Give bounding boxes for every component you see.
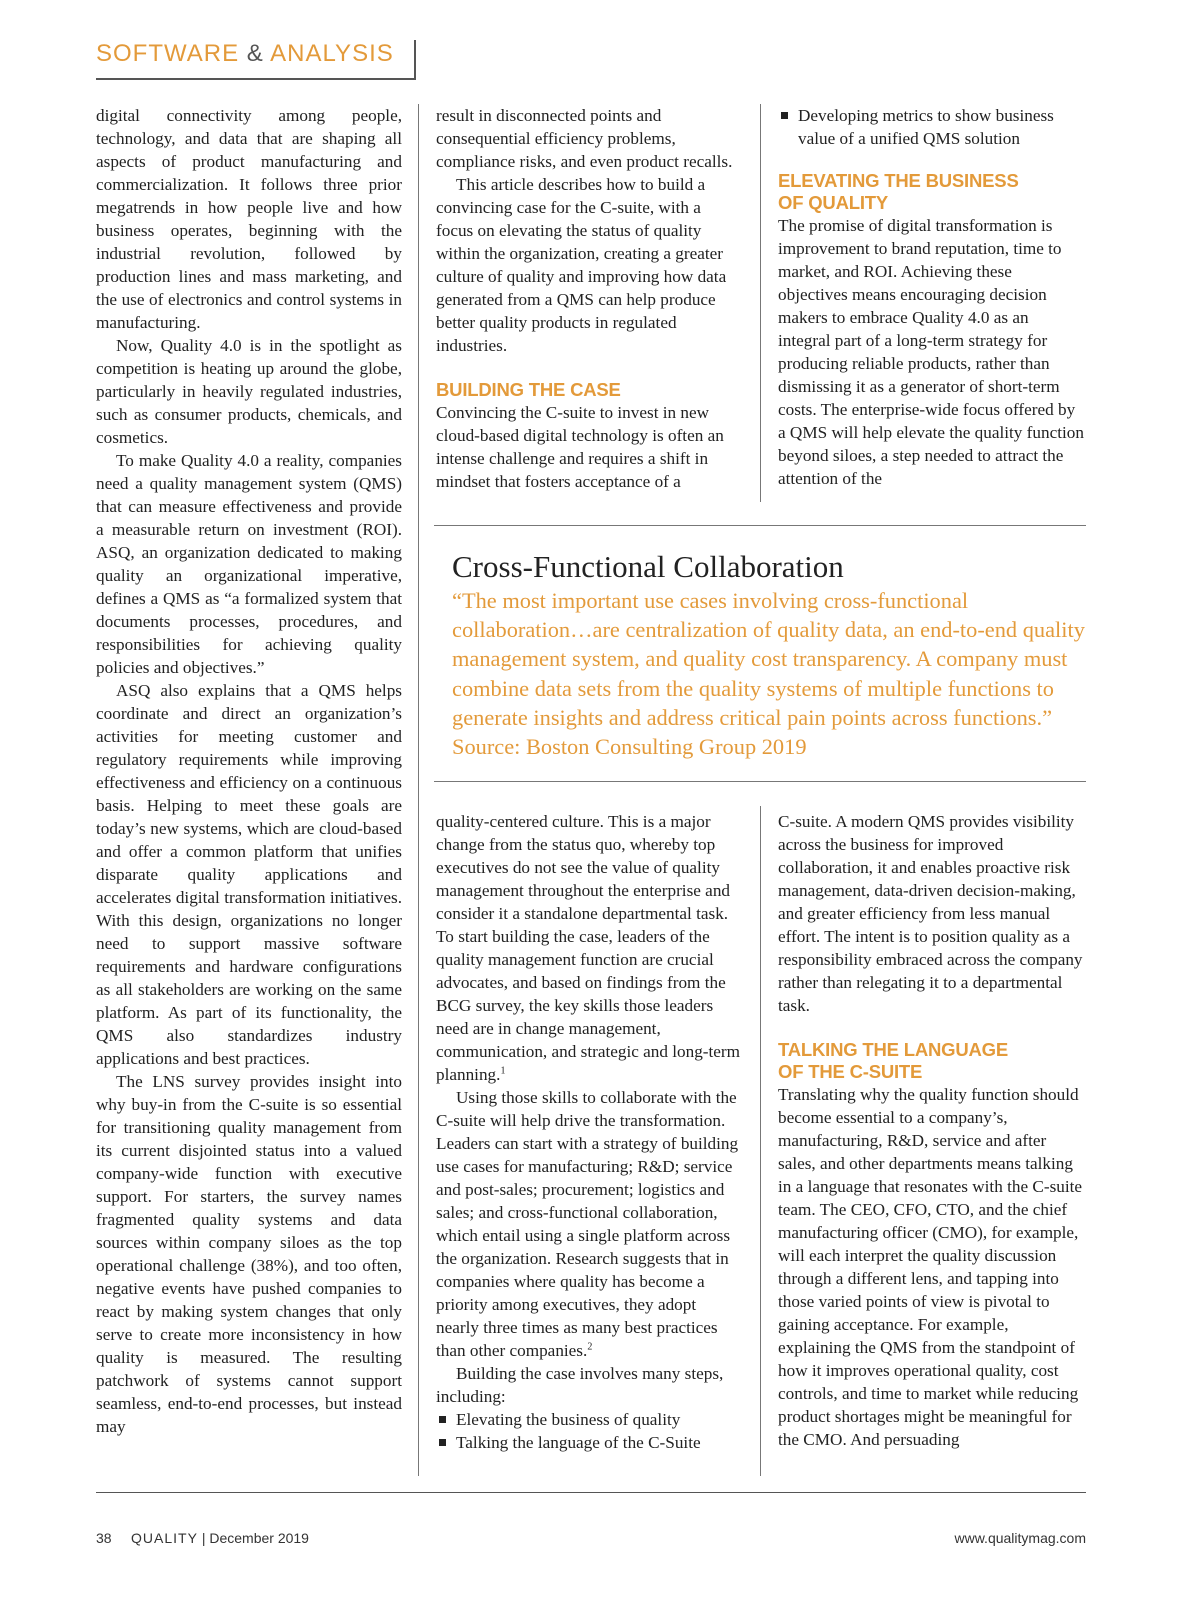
heading-elevating-line-1: ELEVATING THE BUSINESS xyxy=(778,170,1019,191)
steps-paragraph: Building the case involves many steps, including: xyxy=(436,1364,724,1406)
column-3-bottom xyxy=(778,810,1084,1451)
section-label-analysis: ANALYSIS xyxy=(270,40,394,67)
heading-building-the-case: BUILDING THE CASE xyxy=(436,379,621,400)
bullet-talking: Talking the language of the C-Suite xyxy=(436,1431,742,1454)
skills-paragraph xyxy=(436,1086,742,1362)
column-1-paragraph: The LNS survey provides insight into why buy-in from the C-suite is so essential for transitioning quality management from its current disjointed status into a valued company-wide function with executive support. For starters, the survey names fragmented quality systems and data sources within company siloes as the top operational challenge (38%), and too often, negative events have pushed companies to react by making system changes that only serve to create more inconsistency in how quality is measured. The resulting patchwork of systems cannot support seamless, end-to-end processes, but instead may xyxy=(96,1072,402,1436)
column-divider-2-top xyxy=(760,104,761,502)
heading-elevating-line-2: OF QUALITY xyxy=(778,192,889,213)
magazine-name: QUALITY xyxy=(131,1530,198,1546)
culture-paragraph-text: quality-centered culture. This is a major change from the status quo, whereby top executives do not see the value of quality management throughout the enterprise and consider it a standalone departmental task. To start building the case, leaders of the quality management function are crucial advocates, and based on findings from the BCG survey, the key skills those leaders need are in change management, communication, and strategic and long-term planning. xyxy=(436,812,741,1084)
elevating-paragraph: The promise of digital transformation is improvement to brand reputation, time to market, and ROI. Achieving these objectives means encouraging decision makers to embrace Quality 4.0 as an integral part of a long-term strategy for producing reliable products, rather than dismissing it as a generator of short-term costs. The enterprise-wide focus offered by a QMS will help elevate the quality function beyond siloes, a step needed to attract the attention of the xyxy=(778,216,1084,488)
footnote-1: 1 xyxy=(500,1065,506,1077)
bullet-elevating: Elevating the business of quality xyxy=(436,1408,742,1431)
footer-left xyxy=(96,1530,309,1546)
skills-paragraph-text: Using those skills to collaborate with the C-suite will help drive the transformation. Leaders can start with a strategy of building use cases for manufacturing; R&D; service and post-sales; procurement; logistics and sales; and cross-functional collaboration, which entail using a single platform across the organization. Research suggests that in companies where quality has become a priority among executives, they adopt nearly three times as many best practices than other companies. xyxy=(436,1088,739,1360)
csuite-paragraph: C-suite. A modern QMS provides visibility across the business for improved collaboration, it and enables proactive risk management, data-driven decision-making, and greater efficiency from less manual effort. The intent is to position quality as a responsibility embraced across the company rather than relegating it to a departmental task. xyxy=(778,812,1083,1015)
pull-quote-text: “The most important use cases involving cross-functional collaboration…are centralization of quality data, an end-to-end quality management system, and quality cost transparency. A company must combine data sets from the quality systems of multiple functions to generate insights and address critical pain points across functions.” Source: Boston Consulting Group 2019 xyxy=(452,588,1085,760)
pull-quote-bottom-rule xyxy=(434,781,1086,782)
footnote-2: 2 xyxy=(587,1341,593,1353)
bullet-developing-metrics: Developing metrics to show business value of a unified QMS solution xyxy=(778,104,1084,150)
column-2-bottom xyxy=(436,810,742,1454)
heading-talking-line-2: OF THE C-SUITE xyxy=(778,1061,923,1082)
column-3-top xyxy=(778,104,1084,490)
page-number: 38 xyxy=(96,1530,112,1546)
talking-paragraph: Translating why the quality function should become essential to a company’s, manufacturing, R&D, service and after sales, and other departments means talking in a language that resonates with the C-suite team. The CEO, CFO, CTO, and the chief manufacturing officer (CMO), for example, will each interpret the quality discussion through a different lens, and tapping into those varied points of view is pivotal to gaining acceptance. For example, explaining the QMS from the standpoint of how it improves operational quality, cost controls, and time to market while reducing product shortages might be meaningful for the CMO. And persuading xyxy=(778,1085,1083,1449)
issue-date: December 2019 xyxy=(209,1530,309,1546)
section-label xyxy=(96,40,416,80)
footer-separator: | xyxy=(201,1530,206,1546)
heading-talking-line-1: TALKING THE LANGUAGE xyxy=(778,1039,1008,1060)
pull-quote-title: Cross-Functional Collaboration xyxy=(452,549,844,584)
column-1-paragraph: digital connectivity among people, technology, and data that are shaping all aspects of product manufacturing and commercialization. It follows three prior megatrends in how people live and how business operates, beginning with the industrial revolution, followed by production lines and mass marketing, and the use of electronics and control systems in manufacturing. xyxy=(96,106,402,332)
section-label-ampersand: & xyxy=(246,40,264,67)
column-divider-2-bottom xyxy=(760,806,761,1476)
section-label-software: SOFTWARE xyxy=(96,40,240,67)
column-divider-1 xyxy=(418,104,419,1476)
culture-paragraph xyxy=(436,810,742,1086)
column-2-top-text xyxy=(436,104,742,357)
pull-quote-top-rule xyxy=(434,525,1086,526)
column-1-paragraph: To make Quality 4.0 a reality, companies need a quality management system (QMS) that can measure effectiveness and provide a measurable return on investment (ROI). ASQ, an organization dedicated to making quality an organizational imperative, defines a QMS as “a formalized system that documents processes, procedures, and responsibilities for achieving quality policies and objectives.” xyxy=(96,451,402,677)
footer-url[interactable]: www.qualitymag.com xyxy=(954,1530,1086,1546)
column-2-top xyxy=(436,104,742,493)
column-2-paragraph: This article describes how to build a convincing case for the C-suite, with a focus on elevating the status of quality within the organization, creating a greater culture of quality and improving how data generated from a QMS can help produce better quality products in regulated industries. xyxy=(436,175,727,355)
column-2-paragraph: result in disconnected points and consequential efficiency problems, compliance risks, and even product recalls. xyxy=(436,106,733,171)
column-1-paragraph: ASQ also explains that a QMS helps coordinate and direct an organization’s activities for meeting customer and regulatory requirements while improving effectiveness and efficiency on a continuous basis. Helping to meet these goals are today’s new systems, which are cloud-based and offer a common platform that unifies disparate quality applications and accelerates digital transformation initiatives. With this design, organizations no longer need to support massive software requirements and hardware configurations as all stakeholders are working on the same platform. As part of its functionality, the QMS also standardizes industry applications and best practices. xyxy=(96,681,402,1068)
footer-rule xyxy=(96,1492,1086,1493)
building-case-paragraph: Convincing the C-suite to invest in new cloud-based digital technology is often an intense challenge and requires a shift in mindset that fosters acceptance of a xyxy=(436,403,724,491)
column-1 xyxy=(96,104,402,1438)
column-1-paragraph: Now, Quality 4.0 is in the spotlight as competition is heating up around the globe, particularly in heavily regulated industries, such as consumer products, chemicals, and cosmetics. xyxy=(96,336,402,447)
